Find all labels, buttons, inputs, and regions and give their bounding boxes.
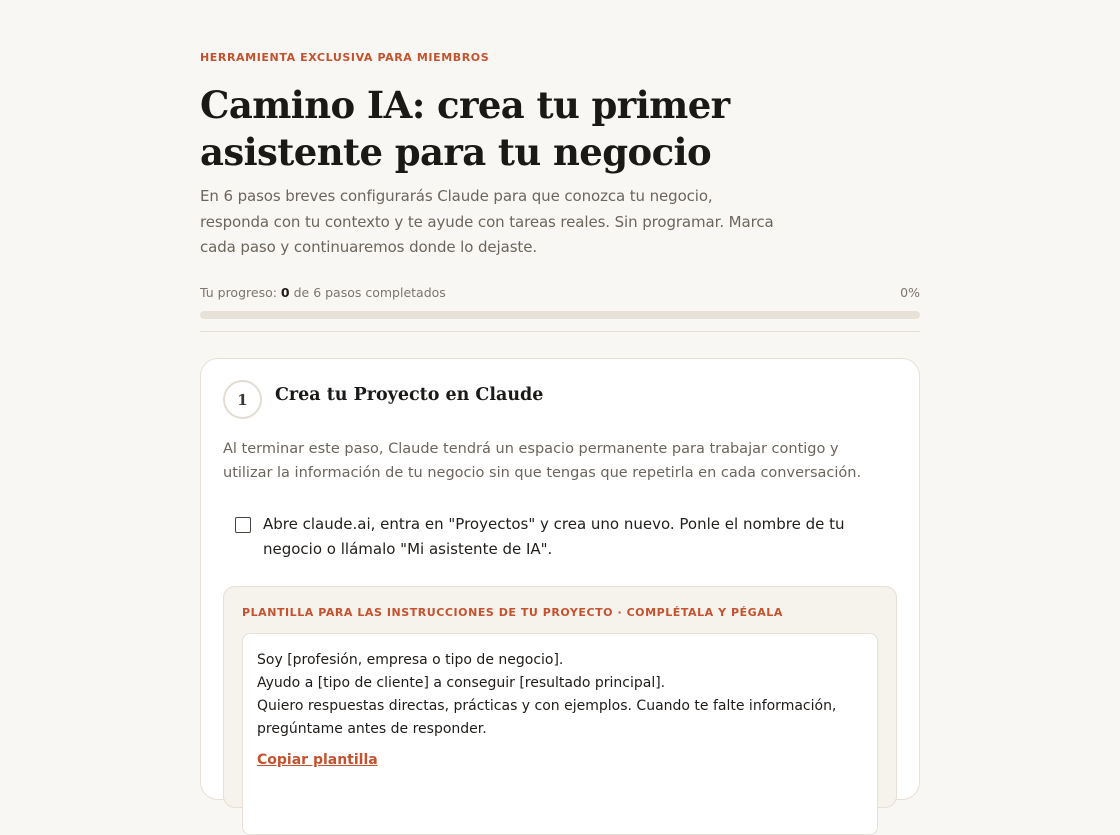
progress-bar: [200, 311, 920, 319]
progress-label-suffix: de 6 pasos completados: [289, 285, 446, 300]
step-description: Al terminar este paso, Claude tendrá un espacio permanente para trabajar contigo y utilizar la información de tu negocio sin que tengas que repetirla en cada conversación.: [223, 441, 862, 481]
task-checkbox[interactable]: [235, 517, 251, 533]
template-line: pregúntame antes de responder.: [257, 721, 487, 737]
progress-percent: 0%: [900, 285, 920, 300]
template-line: Quiero respuestas directas, prácticas y con ejemplos. Cuando te falte información,: [257, 698, 837, 714]
progress-label-prefix: Tu progreso:: [200, 285, 281, 300]
template-lines: [257, 649, 857, 741]
template-box: [223, 586, 897, 808]
step-title: Crea tu Proyecto en Claude: [275, 385, 544, 405]
divider: [200, 331, 920, 332]
page-subtitle: En 6 pasos breves configurarás Claude para que conozca tu negocio, responda con tu contexto y te ayude con tareas reales. Sin programar. Marca cada paso y continuaremos donde lo dejaste.: [200, 187, 774, 256]
progress-completed-count: 0: [280, 285, 290, 300]
copy-template-link[interactable]: Copiar plantilla: [257, 752, 378, 768]
step-card: [200, 358, 920, 800]
template-text-area[interactable]: [242, 633, 878, 835]
progress-label: [200, 285, 446, 300]
template-label: PLANTILLA PARA LAS INSTRUCCIONES DE TU PROYECTO · COMPLÉTALA Y PÉGALA: [242, 606, 783, 619]
template-line: Soy [profesión, empresa o tipo de negocio].: [257, 652, 564, 668]
page-title: Camino IA: crea tu primer asistente para tu negocio: [200, 83, 730, 174]
progress-summary: [200, 285, 920, 303]
eyebrow-label: HERRAMIENTA EXCLUSIVA PARA MIEMBROS: [200, 51, 490, 64]
task-text: Abre claude.ai, entra en "Proyectos" y crea uno nuevo. Ponle el nombre de tu negocio o llámalo "Mi asistente de IA".: [263, 515, 845, 558]
step-number-badge: 1: [223, 380, 262, 419]
template-line: Ayudo a [tipo de cliente] a conseguir [resultado principal].: [257, 675, 666, 691]
